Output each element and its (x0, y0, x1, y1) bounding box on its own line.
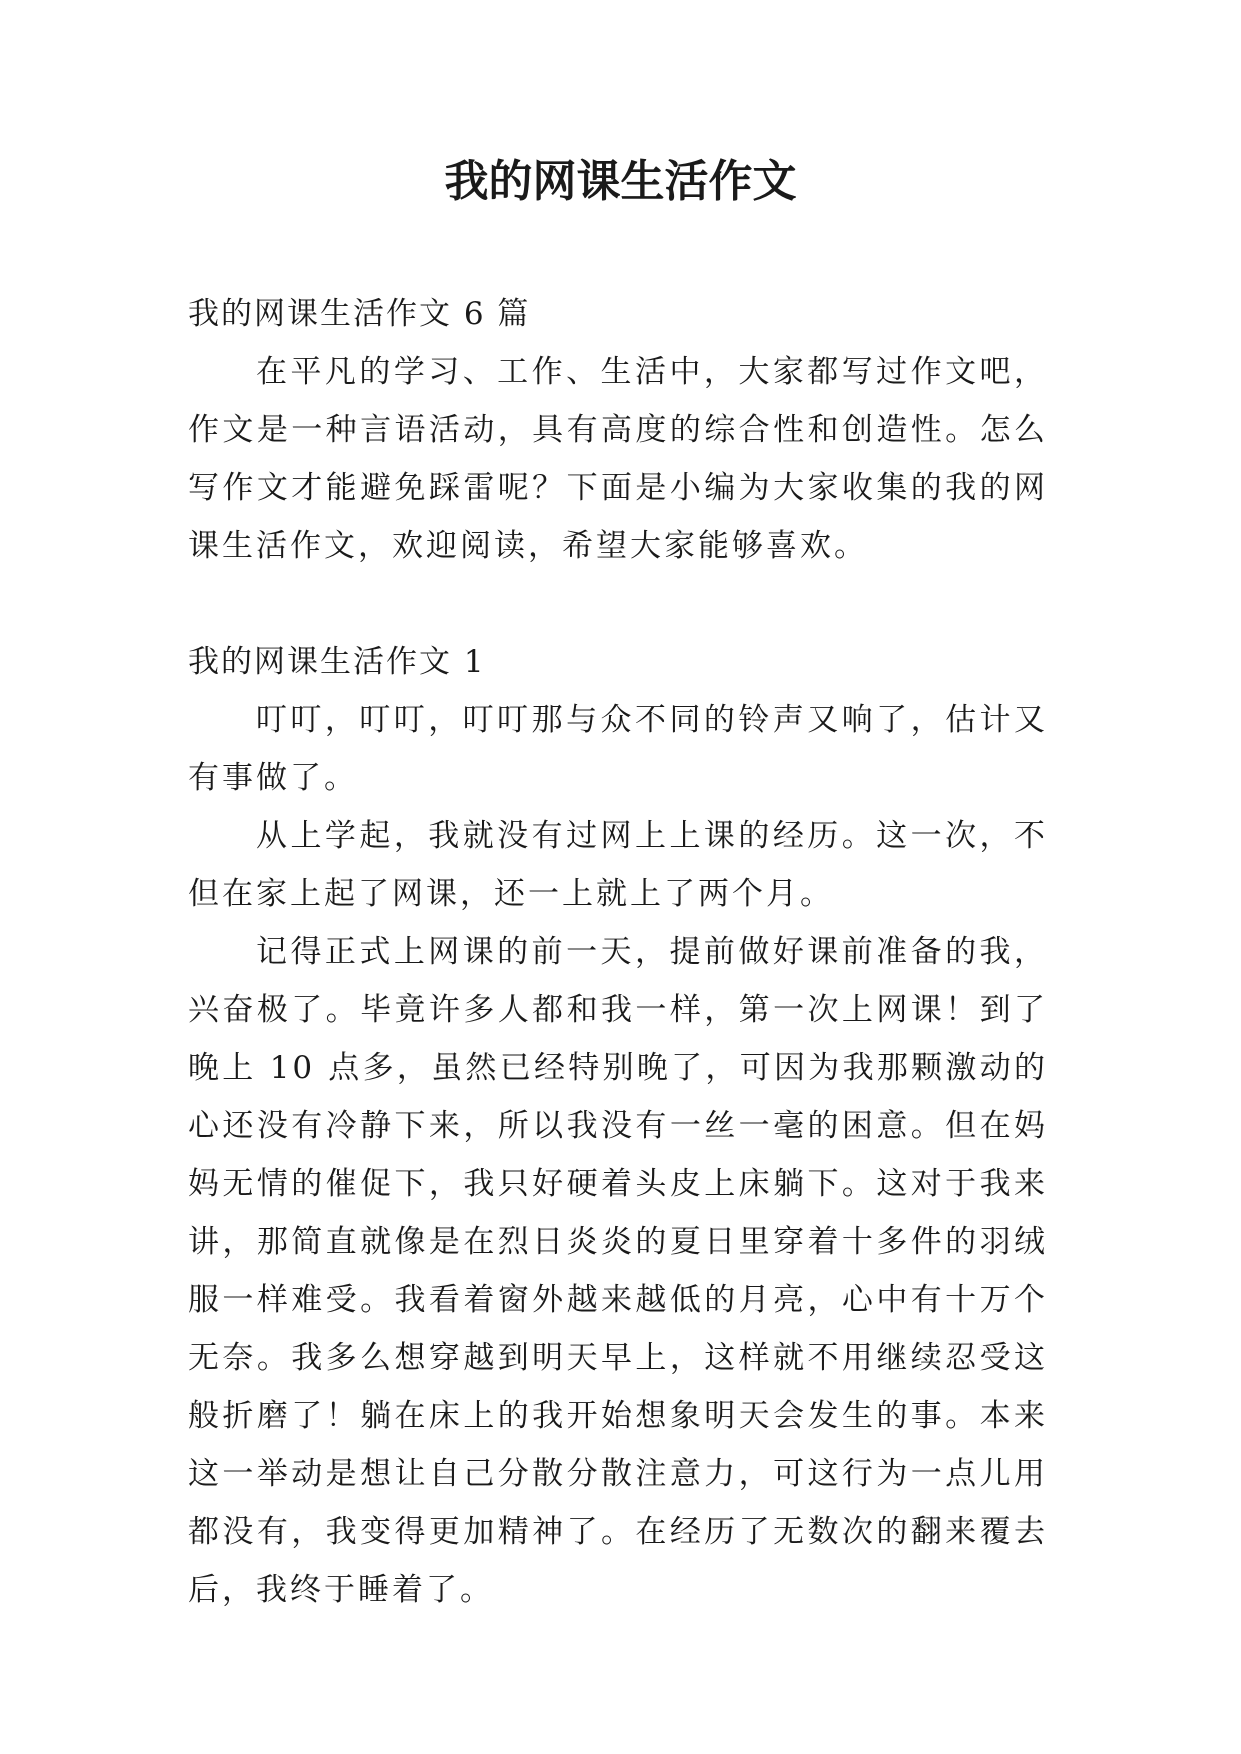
essay-1-paragraph-1: 叮叮，叮叮，叮叮那与众不同的铃声又响了，估计又有事做了。 (188, 702, 1048, 796)
intro-heading: 我的网课生活作文 6 篇 (188, 296, 531, 332)
essay-1-paragraph-2: 从上学起，我就没有过网上上课的经历。这一次，不但在家上起了网课，还一上就上了两个月。 (188, 818, 1048, 912)
essay-1-paragraph-3: 记得正式上网课的前一天，提前做好课前准备的我，兴奋极了。毕竟许多人都和我一样，第一次上网课！到了晚上 10 点多，虽然已经特别晚了，可因为我那颗激动的心还没有冷静下来，所以我没有一丝一毫的困意。但在妈妈无情的催促下，我只好硬着头皮上床躺下。这对于我来讲，那简直就像是在烈日炎炎的夏日里穿着十多件的羽绒服一样难受。我看着窗外越来越低的月亮，心中有十万个无奈。我多么想穿越到明天早上，这样就不用继续忍受这般折磨了！躺在床上的我开始想象明天会发生的事。本来这一举动是想让自己分散分散注意力，可这行为一点儿用都没有，我变得更加精神了。在经历了无数次的翻来覆去后，我终于睡着了。 (188, 934, 1048, 1608)
section-gap (188, 575, 1048, 633)
intro-paragraph: 在平凡的学习、工作、生活中，大家都写过作文吧，作文是一种言语活动，具有高度的综合性和创造性。怎么写作文才能避免踩雷呢？下面是小编为大家收集的我的网课生活作文，欢迎阅读，希望大家能够喜欢。 (188, 354, 1048, 564)
essay-1-heading: 我的网课生活作文 1 (188, 644, 486, 680)
document-title: 我的网课生活作文 (444, 156, 797, 207)
document-body (188, 285, 1048, 1619)
